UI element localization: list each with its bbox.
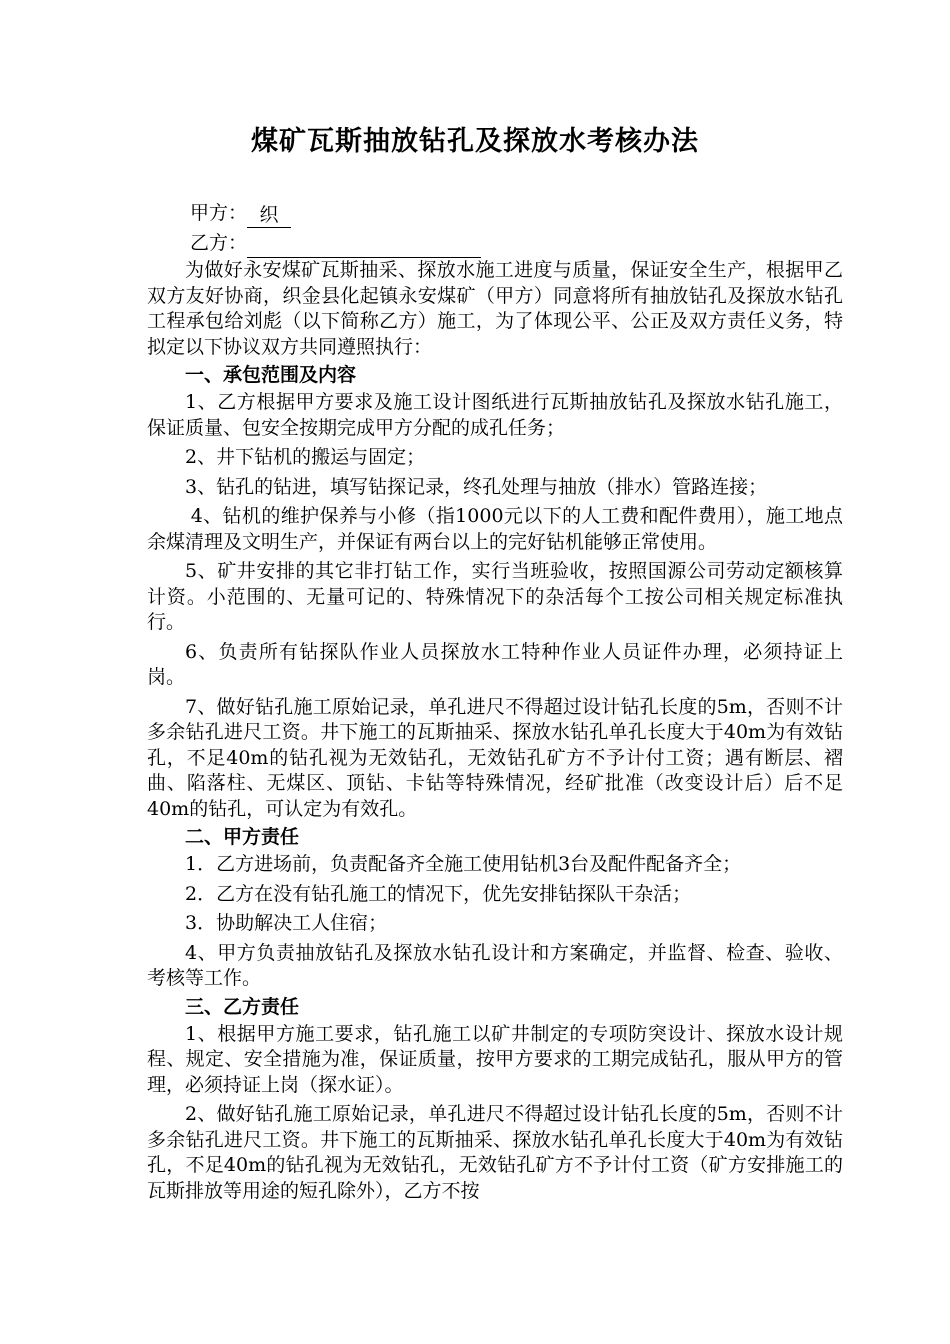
party-a-item-1: 1．乙方进场前，负责配备齐全施工使用钻机3台及配件配备齐全； [185,853,742,875]
party-a-value: 织 [247,203,291,228]
section-heading-party-a: 二、甲方责任 [185,826,300,848]
party-a-item-3: 3．协助解决工人住宿； [185,912,388,934]
party-b-item-2: 2、做好钻孔施工原始记录，单孔进尺不得超过设计钻孔长度的5m，否则不计多余钻孔进尺工资。井下施工的瓦斯抽采、探放水钻孔单孔长度大于40m为有效钻孔，不足40m的钻孔视为无效钻孔，无效钻孔矿方不予计付工资（矿方安排施工的瓦斯排放等用途的短孔除外），乙方不按 [147,1103,843,1202]
document-title: 煤矿瓦斯抽放钻孔及探放水考核办法 [251,126,699,157]
party-a-item-4: 4、甲方负责抽放钻孔及探放水钻孔设计和方案确定，并监督、检查、验收、考核等工作。 [147,941,843,989]
party-b-line [190,228,481,258]
party-a-label: 甲方： [190,202,248,224]
intro-paragraph: 为做好永安煤矿瓦斯抽采、探放水施工进度与质量，保证安全生产，根据甲乙双方友好协商，织金县化起镇永安煤矿（甲方）同意将所有抽放钻孔及探放水钻孔工程承包给刘彪（以下简称乙方）施工，为了体现公平、公正及双方责任义务，特拟定以下协议双方共同遵照执行： [147,259,843,358]
document-body [147,258,843,1204]
party-a-item-2: 2．乙方在没有钻孔施工的情况下，优先安排钻探队干杂活； [185,882,692,905]
section-heading-scope: 一、承包范围及内容 [185,364,357,386]
party-b-value [247,233,481,258]
section-heading-party-b: 三、乙方责任 [185,995,300,1018]
scope-item-3: 3、钻孔的钻进，填写钻探记录，终孔处理与抽放（排水）管路连接； [185,475,768,498]
scope-item-1: 1、乙方根据甲方要求及施工设计图纸进行瓦斯抽放钻孔及探放水钻孔施工，保证质量、包安全按期完成甲方分配的成孔任务； [147,391,843,439]
scope-item-4: 4、钻机的维护保养与小修（指1000元以下的人工费和配件费用），施工地点余煤清理及文明生产，并保证有两台以上的完好钻机能够正常使用。 [147,505,843,553]
party-a-line [190,198,291,228]
scope-item-7: 7、做好钻孔施工原始记录，单孔进尺不得超过设计钻孔长度的5m，否则不计多余钻孔进尺工资。井下施工的瓦斯抽采、探放水钻孔单孔长度大于40m为有效钻孔，不足40m的钻孔视为无效钻孔，无效钻孔矿方不予计付工资；遇有断层、褶曲、陷落柱、无煤区、顶钻、卡钻等特殊情况，经矿批准（改变设计后）后不足40m的钻孔，可认定为有效孔。 [147,695,843,820]
scope-item-6: 6、负责所有钻探队作业人员探放水工特种作业人员证件办理，必须持证上岗。 [147,640,843,688]
scope-item-2: 2、井下钻机的搬运与固定； [185,446,426,468]
party-b-item-1: 1、根据甲方施工要求，钻孔施工以矿井制定的专项防突设计、探放水设计规程、规定、安全措施为准，保证质量，按甲方要求的工期完成钻孔，服从甲方的管理，必须持证上岗（探水证）。 [147,1022,843,1096]
party-b-label: 乙方： [190,232,248,254]
scope-item-5: 5、矿井安排的其它非打钻工作，实行当班验收，按照国源公司劳动定额核算计资。小范围的、无量可记的、特殊情况下的杂活每个工按公司相关规定标准执行。 [147,560,843,633]
